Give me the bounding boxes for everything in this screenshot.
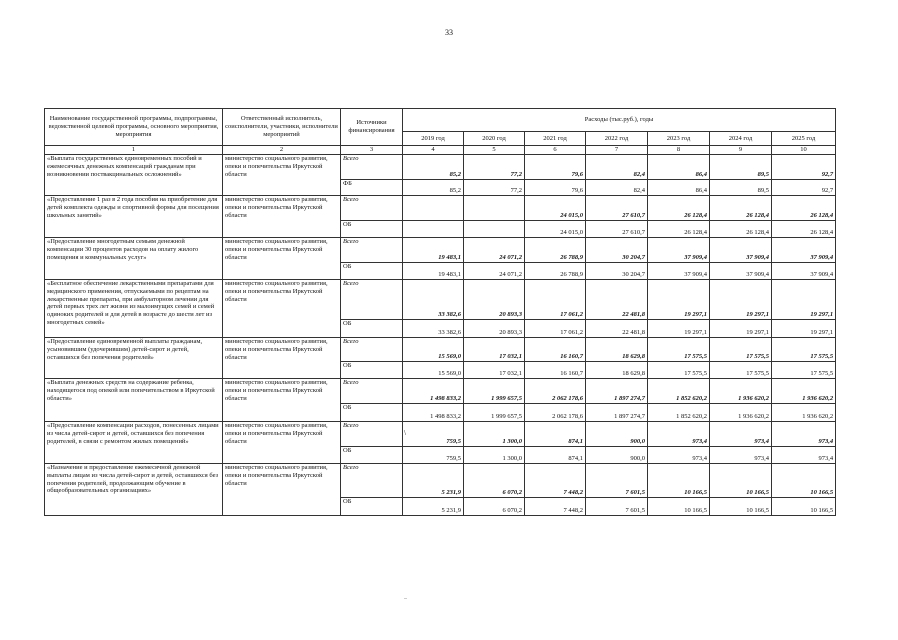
budget-value-cell: 973,4 <box>648 447 710 464</box>
budget-value-cell: 37 909,4 <box>648 263 710 280</box>
budget-value-cell: 86,4 <box>648 180 710 196</box>
total-value-cell <box>464 196 525 221</box>
total-value-cell <box>403 196 464 221</box>
source-total-cell: Всего <box>341 196 403 221</box>
total-value-cell: 77,2 <box>464 155 525 180</box>
measure-name-cell: «Предоставление единовременной выплаты гражданам, усыновившим (удочерившим) детей-сирот и детей, оставшихся без попечения родителей» <box>45 338 223 379</box>
total-value-cell: 37 909,4 <box>648 238 710 263</box>
budget-value-cell: 973,4 <box>772 447 836 464</box>
source-budget-cell: ФБ <box>341 180 403 196</box>
year-header: 2019 год <box>403 132 464 146</box>
total-value-cell: 20 893,3 <box>464 280 525 320</box>
measure-name-cell: «Выплата денежных средств на содержание ребенка, находящегося под опекой или попечительством в Иркутской области» <box>45 379 223 422</box>
total-value-cell: 10 166,5 <box>772 464 836 498</box>
column-number: 7 <box>586 146 648 155</box>
budget-value-cell <box>403 221 464 238</box>
budget-value-cell: 1 999 657,5 <box>464 404 525 422</box>
source-budget-cell: ОБ <box>341 362 403 379</box>
total-value-cell: 85,2 <box>403 155 464 180</box>
budget-table <box>44 108 836 516</box>
total-value-cell: 24 071,2 <box>464 238 525 263</box>
source-budget-cell: ОБ <box>341 404 403 422</box>
budget-value-cell: 7 448,2 <box>525 498 586 516</box>
total-value-cell: 900,0 <box>586 422 648 447</box>
total-value-cell: 759,5 <box>403 422 464 447</box>
executor-cell: министерство социального развития, опеки и попечительства Иркутской области <box>223 155 341 196</box>
budget-value-cell: 26 128,4 <box>710 221 772 238</box>
total-value-cell: 15 569,0 <box>403 338 464 362</box>
executor-cell: министерство социального развития, опеки и попечительства Иркутской области <box>223 338 341 379</box>
column-number: 1 <box>45 146 223 155</box>
budget-value-cell: 27 610,7 <box>586 221 648 238</box>
total-value-cell: 1 999 657,5 <box>464 379 525 404</box>
total-value-cell: 22 481,8 <box>586 280 648 320</box>
total-value-cell: 973,4 <box>648 422 710 447</box>
column-number: 5 <box>464 146 525 155</box>
source-total-cell: Всего <box>341 238 403 263</box>
budget-value-cell: 85,2 <box>403 180 464 196</box>
budget-value-cell: 26 128,4 <box>648 221 710 238</box>
executor-cell: министерство социального развития, опеки и попечительства Иркутской области <box>223 422 341 464</box>
budget-value-cell: 82,4 <box>586 180 648 196</box>
budget-value-cell: 19 297,1 <box>648 320 710 338</box>
measure-name-cell: «Назначение и предоставление ежемесячной денежной выплаты лицам из числа детей-сирот и детей, оставшихся без попечения родителей, продолжающим обучение в общеобразовательных организациях» <box>45 464 223 516</box>
budget-value-cell: 92,7 <box>772 180 836 196</box>
total-value-cell: 19 297,1 <box>648 280 710 320</box>
total-value-cell: 5 231,9 <box>403 464 464 498</box>
total-value-cell: 1 300,0 <box>464 422 525 447</box>
budget-value-cell: 1 936 620,2 <box>772 404 836 422</box>
budget-value-cell: 1 300,0 <box>464 447 525 464</box>
total-value-cell: 1 936 620,2 <box>772 379 836 404</box>
budget-value-cell: 1 852 620,2 <box>648 404 710 422</box>
source-total-cell: Всего <box>341 379 403 404</box>
executor-cell: министерство социального развития, опеки и попечительства Иркутской области <box>223 196 341 238</box>
budget-value-cell: 19 297,1 <box>772 320 836 338</box>
budget-value-cell: 17 575,5 <box>648 362 710 379</box>
table-row <box>45 338 836 362</box>
source-budget-cell: ОБ <box>341 263 403 280</box>
budget-value-cell: 37 909,4 <box>772 263 836 280</box>
budget-value-cell: 17 032,1 <box>464 362 525 379</box>
stray-mark: \ <box>404 429 406 437</box>
total-value-cell: 7 601,5 <box>586 464 648 498</box>
source-total-cell: Всего <box>341 464 403 498</box>
table-row <box>45 379 836 404</box>
total-value-cell: 19 297,1 <box>772 280 836 320</box>
total-value-cell: 17 575,5 <box>772 338 836 362</box>
year-header: 2023 год <box>648 132 710 146</box>
total-value-cell: 24 015,0 <box>525 196 586 221</box>
executor-cell: министерство социального развития, опеки и попечительства Иркутской области <box>223 238 341 280</box>
total-value-cell: 973,4 <box>772 422 836 447</box>
column-number: 8 <box>648 146 710 155</box>
total-value-cell: 1 852 620,2 <box>648 379 710 404</box>
total-value-cell: 6 070,2 <box>464 464 525 498</box>
budget-value-cell: 18 629,8 <box>586 362 648 379</box>
budget-value-cell: 33 382,6 <box>403 320 464 338</box>
budget-value-cell: 1 498 833,2 <box>403 404 464 422</box>
budget-value-cell: 19 483,1 <box>403 263 464 280</box>
executor-cell: министерство социального развития, опеки и попечительства Иркутской области <box>223 280 341 338</box>
total-value-cell: 10 166,5 <box>648 464 710 498</box>
measure-name-cell: «Предоставление многодетным семьям денежной компенсации 30 процентов расходов на оплату жилого помещения и коммунальных услуг» <box>45 238 223 280</box>
budget-value-cell: 1 936 620,2 <box>710 404 772 422</box>
total-value-cell: 26 128,4 <box>710 196 772 221</box>
total-value-cell: 30 204,7 <box>586 238 648 263</box>
budget-value-cell: 26 128,4 <box>772 221 836 238</box>
total-value-cell: 26 788,9 <box>525 238 586 263</box>
total-value-cell: 17 032,1 <box>464 338 525 362</box>
source-total-cell: Всего <box>341 280 403 320</box>
column-number: 6 <box>525 146 586 155</box>
budget-value-cell: 874,1 <box>525 447 586 464</box>
budget-value-cell: 26 788,9 <box>525 263 586 280</box>
budget-value-cell: 900,0 <box>586 447 648 464</box>
total-value-cell: 16 160,7 <box>525 338 586 362</box>
source-budget-cell: ОБ <box>341 221 403 238</box>
total-value-cell: 82,4 <box>586 155 648 180</box>
budget-value-cell: 759,5 <box>403 447 464 464</box>
budget-value-cell: 24 015,0 <box>525 221 586 238</box>
source-total-cell: Всего <box>341 422 403 447</box>
budget-value-cell: 16 160,7 <box>525 362 586 379</box>
total-value-cell: 79,6 <box>525 155 586 180</box>
budget-value-cell: 7 601,5 <box>586 498 648 516</box>
budget-value-cell: 5 231,9 <box>403 498 464 516</box>
table-row <box>45 196 836 221</box>
column-number: 10 <box>772 146 836 155</box>
budget-value-cell: 79,6 <box>525 180 586 196</box>
column-number: 3 <box>341 146 403 155</box>
total-value-cell: 19 483,1 <box>403 238 464 263</box>
table-row <box>45 280 836 320</box>
budget-value-cell: 10 166,5 <box>648 498 710 516</box>
year-header: 2020 год <box>464 132 525 146</box>
budget-value-cell: 77,2 <box>464 180 525 196</box>
column-number: 4 <box>403 146 464 155</box>
budget-value-cell: 973,4 <box>710 447 772 464</box>
total-value-cell: 92,7 <box>772 155 836 180</box>
table-row <box>45 464 836 498</box>
budget-value-cell: 19 297,1 <box>710 320 772 338</box>
measure-name-cell: «Выплата государственных единовременных пособий и ежемесячных денежных компенсаций гражданам при возникновении поствакцинальных осложнений» <box>45 155 223 196</box>
total-value-cell: 874,1 <box>525 422 586 447</box>
table-row <box>45 238 836 263</box>
total-value-cell: 26 128,4 <box>772 196 836 221</box>
source-total-cell: Всего <box>341 338 403 362</box>
budget-value-cell: 17 575,5 <box>710 362 772 379</box>
total-value-cell: 37 909,4 <box>710 238 772 263</box>
budget-value-cell: 24 071,2 <box>464 263 525 280</box>
column-number: 2 <box>223 146 341 155</box>
year-header: 2025 год <box>772 132 836 146</box>
column-number: 9 <box>710 146 772 155</box>
table-row <box>45 155 836 180</box>
total-value-cell: 17 575,5 <box>710 338 772 362</box>
source-budget-cell: ОБ <box>341 320 403 338</box>
budget-value-cell: 2 062 178,6 <box>525 404 586 422</box>
source-budget-cell: ОБ <box>341 498 403 516</box>
total-value-cell: 1 897 274,7 <box>586 379 648 404</box>
measure-name-cell: «Предоставление компенсации расходов, понесенных лицами из числа детей-сирот и детей, оставшихся без попечения родителей, в связи с ремонтом жилых помещений» <box>45 422 223 464</box>
column-number-row <box>45 146 836 155</box>
budget-value-cell: 37 909,4 <box>710 263 772 280</box>
page-number: 33 <box>445 28 453 37</box>
source-total-cell: Всего <box>341 155 403 180</box>
budget-value-cell: 15 569,0 <box>403 362 464 379</box>
total-value-cell: 2 062 178,6 <box>525 379 586 404</box>
executor-cell: министерство социального развития, опеки и попечительства Иркутской области <box>223 379 341 422</box>
year-header: 2021 год <box>525 132 586 146</box>
measure-name-cell: «Бесплатное обеспечение лекарственными препаратами для медицинского применения, отпускаемыми по рецептам на лекарственные препараты, при амбулаторном лечении для детей первых трех лет жизни из малоимущих семей и семей одиноких родителей и для детей в возрасте до шести лет из многодетных семей» <box>45 280 223 338</box>
table-row <box>45 422 836 447</box>
source-budget-cell: ОБ <box>341 447 403 464</box>
executor-cell: министерство социального развития, опеки и попечительства Иркутской области <box>223 464 341 516</box>
header-source: Источники финансирования <box>341 109 403 146</box>
year-header: 2024 год <box>710 132 772 146</box>
year-header: 2022 год <box>586 132 648 146</box>
budget-value-cell: 1 897 274,7 <box>586 404 648 422</box>
header-expenses: Расходы (тыс.руб.), годы <box>403 109 836 132</box>
measure-name-cell: «Предоставление 1 раз в 2 года пособия на приобретение для детей комплекта одежды и спортивной формы для посещения школьных занятий» <box>45 196 223 238</box>
budget-value-cell: 30 204,7 <box>586 263 648 280</box>
total-value-cell: 17 061,2 <box>525 280 586 320</box>
header-executor: Ответственный исполнитель, соисполнители, участники, исполнители мероприятий <box>223 109 341 146</box>
total-value-cell: 33 382,6 <box>403 280 464 320</box>
budget-value-cell <box>464 221 525 238</box>
total-value-cell: 973,4 <box>710 422 772 447</box>
total-value-cell: 10 166,5 <box>710 464 772 498</box>
budget-value-cell: 17 575,5 <box>772 362 836 379</box>
total-value-cell: 26 128,4 <box>648 196 710 221</box>
total-value-cell: 86,4 <box>648 155 710 180</box>
total-value-cell: 27 610,7 <box>586 196 648 221</box>
total-value-cell: 1 498 833,2 <box>403 379 464 404</box>
total-value-cell: 17 575,5 <box>648 338 710 362</box>
total-value-cell: 89,5 <box>710 155 772 180</box>
budget-value-cell: 20 893,3 <box>464 320 525 338</box>
budget-value-cell: 6 070,2 <box>464 498 525 516</box>
budget-value-cell: 17 061,2 <box>525 320 586 338</box>
total-value-cell: 18 629,8 <box>586 338 648 362</box>
budget-value-cell: 89,5 <box>710 180 772 196</box>
budget-value-cell: 22 481,8 <box>586 320 648 338</box>
total-value-cell: 7 448,2 <box>525 464 586 498</box>
total-value-cell: 1 936 620,2 <box>710 379 772 404</box>
header-name: Наименование государственной программы, подпрограммы, ведомственной целевой программы, основного мероприятия, мероприятия <box>45 109 223 146</box>
scan-speck <box>404 598 407 599</box>
total-value-cell: 37 909,4 <box>772 238 836 263</box>
total-value-cell: 19 297,1 <box>710 280 772 320</box>
budget-value-cell: 10 166,5 <box>710 498 772 516</box>
budget-value-cell: 10 166,5 <box>772 498 836 516</box>
